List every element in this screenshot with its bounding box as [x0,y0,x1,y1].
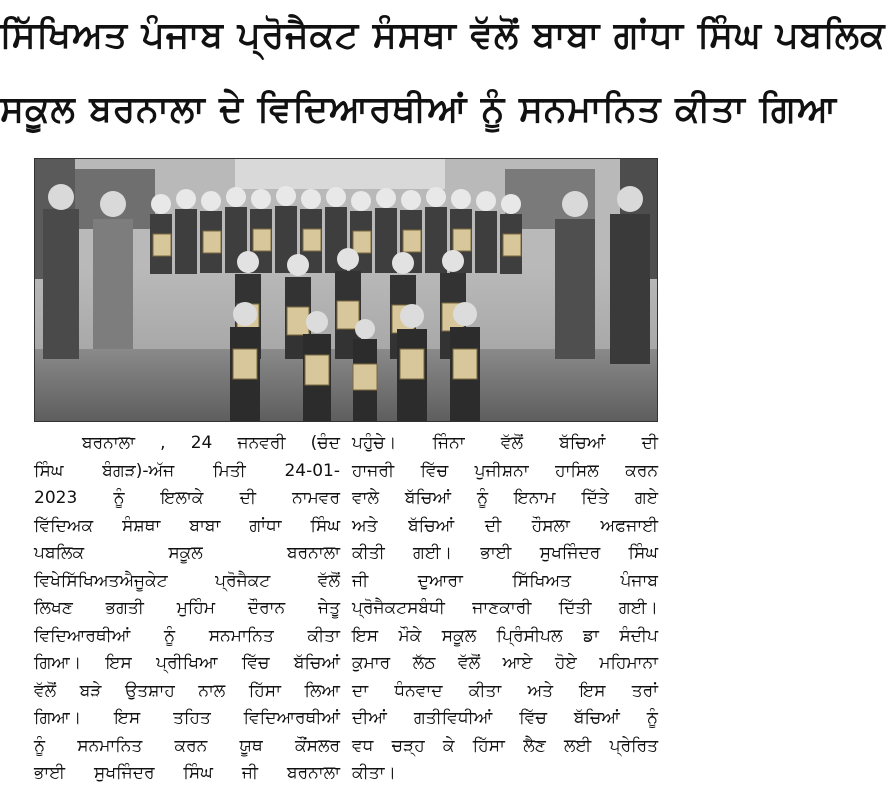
group-photo [34,158,658,422]
article-line: ਵਿਖੇਸਿੱਖਿਅਤਐਜੂਕੇਟ ਪ੍ਰੋਜੈਕਟ ਵੱਲੋਂ [34,570,340,591]
article-line: ਬਰਨਾਲਾ , 24 ਜਨਵਰੀ (ਚੰਦ [82,433,340,453]
article-line: ਗਿਆ। ਇਸ ਪ੍ਰੀਖਿਆ ਵਿੱਚ ਬੱਚਿਆਂ [34,653,340,673]
article-line: ਪਹੁੰਚੇ। ਜਿੰਨਾ ਵੱਲੋਂ ਬੱਚਿਆਂ ਦੀ [352,433,658,453]
article-line: ਕੁਮਾਰ ਲੱਠ ਵੱਲੋਂ ਆਏ ਹੋਏ ਮਹਿਮਾਨਾ [352,653,658,673]
article-line: ਕੀਤਾ। [352,763,396,783]
article-column-2 [352,430,658,788]
article-line: ਵਿਦਿਆਰਥੀਆਂ ਨੂੰ ਸਨਮਾਨਿਤ ਕੀਤਾ [34,625,340,646]
article-line: ਵਾਲੇ ਬੱਚਿਆਂ ਨੂੰ ਇਨਾਮ ਦਿੱਤੇ ਗਏ [352,488,658,508]
article-line: ਪ੍ਰੋਜੈਕਟਸਬੰਧੀ ਜਾਣਕਾਰੀ ਦਿੱਤੀ ਗਈ। [352,598,658,618]
article-line: ਕੀਤੀ ਗਈ। ਭਾਈ ਸੁਖਜਿੰਦਰ ਸਿੰਘ [352,543,658,563]
headline-line-2: ਸਕੂਲ ਬਰਨਾਲਾ ਦੇ ਵਿਦਿਆਰਥੀਆਂ ਨੂੰ ਸਨਮਾਨਿਤ ਕੀਤਾ ਗਿਆ [0,89,838,130]
article-line: ਨੂੰ ਸਨਮਾਨਿਤ ਕਰਨ ਯੂਥ ਕੌਂਸਲਰ [34,735,340,756]
article-line: ਵੱਲੋਂ ਬੜੇ ਉਤਸ਼ਾਹ ਨਾਲ ਹਿੱਸਾ ਲਿਆ [34,680,340,701]
article-line: ਗਿਆ। ਇਸ ਤਹਿਤ ਵਿਦਿਆਰਥੀਆਂ [34,708,340,728]
article-column-1 [34,430,340,788]
article-line: ਇਸ ਮੌਕੇ ਸਕੂਲ ਪ੍ਰਿੰਸੀਪਲ ਡਾ ਸੰਦੀਪ [352,625,658,646]
article-line: ਵਧ ਚੜ੍ਹ ਕੇ ਹਿੱਸਾ ਲੈਣ ਲਈ ਪ੍ਰੇਰਿਤ [352,735,658,756]
article-line: ਅਤੇ ਬੱਚਿਆਂ ਦੀ ਹੌਸਲਾ ਅਫਜਾਈ [352,515,658,536]
headline-line-1: ਸਿੱਖਿਅਤ ਪੰਜਾਬ ਪ੍ਰੋਜੈਕਟ ਸੰਸਥਾ ਵੱਲੋਂ ਬਾਬਾ ਗਾਂਧਾ ਸਿੰਘ ਪਬਲਿਕ [0,15,886,56]
article-line: ਭਾਈ ਸੁਖਜਿੰਦਰ ਸਿੰਘ ਜੀ ਬਰਨਾਲਾ [34,763,340,783]
article-line: ਸਿੰਘ ਬੰਗੜ)-ਅੱਜ ਮਿਤੀ 24-01- [34,460,340,481]
article-line: ਜੀ ਦੁਆਰਾ ਸਿੱਖਿਅਤ ਪੰਜਾਬ [352,570,658,591]
article-line: 2023 ਨੂੰ ਇਲਾਕੇ ਦੀ ਨਾਮਵਰ [34,488,340,508]
article-line: ਵਿੱਦਿਅਕ ਸੰਸ਼ਥਾ ਬਾਬਾ ਗਾਂਧਾ ਸਿੰਘ [34,515,340,536]
article-line: ਪਬਲਿਕ ਸਕੂਲ ਬਰਨਾਲਾ [34,543,340,563]
article-line: ਲਿਖਣ ਭਗਤੀ ਮੁਹਿੰਮ ਦੌਰਾਨ ਜੇਤੂ [34,598,340,618]
article-line: ਦੀਆਂ ਗਤੀਵਿਧੀਆਂ ਵਿੱਚ ਬੱਚਿਆਂ ਨੂੰ [352,708,658,728]
article-line: ਦਾ ਧੰਨਵਾਦ ਕੀਤਾ ਅਤੇ ਇਸ ਤਰਾਂ [352,680,658,701]
article-line: ਹਾਜਰੀ ਵਿੱਚ ਪੁਜੀਸ਼ਨਾ ਹਾਸਿਲ ਕਰਨ [352,460,658,481]
